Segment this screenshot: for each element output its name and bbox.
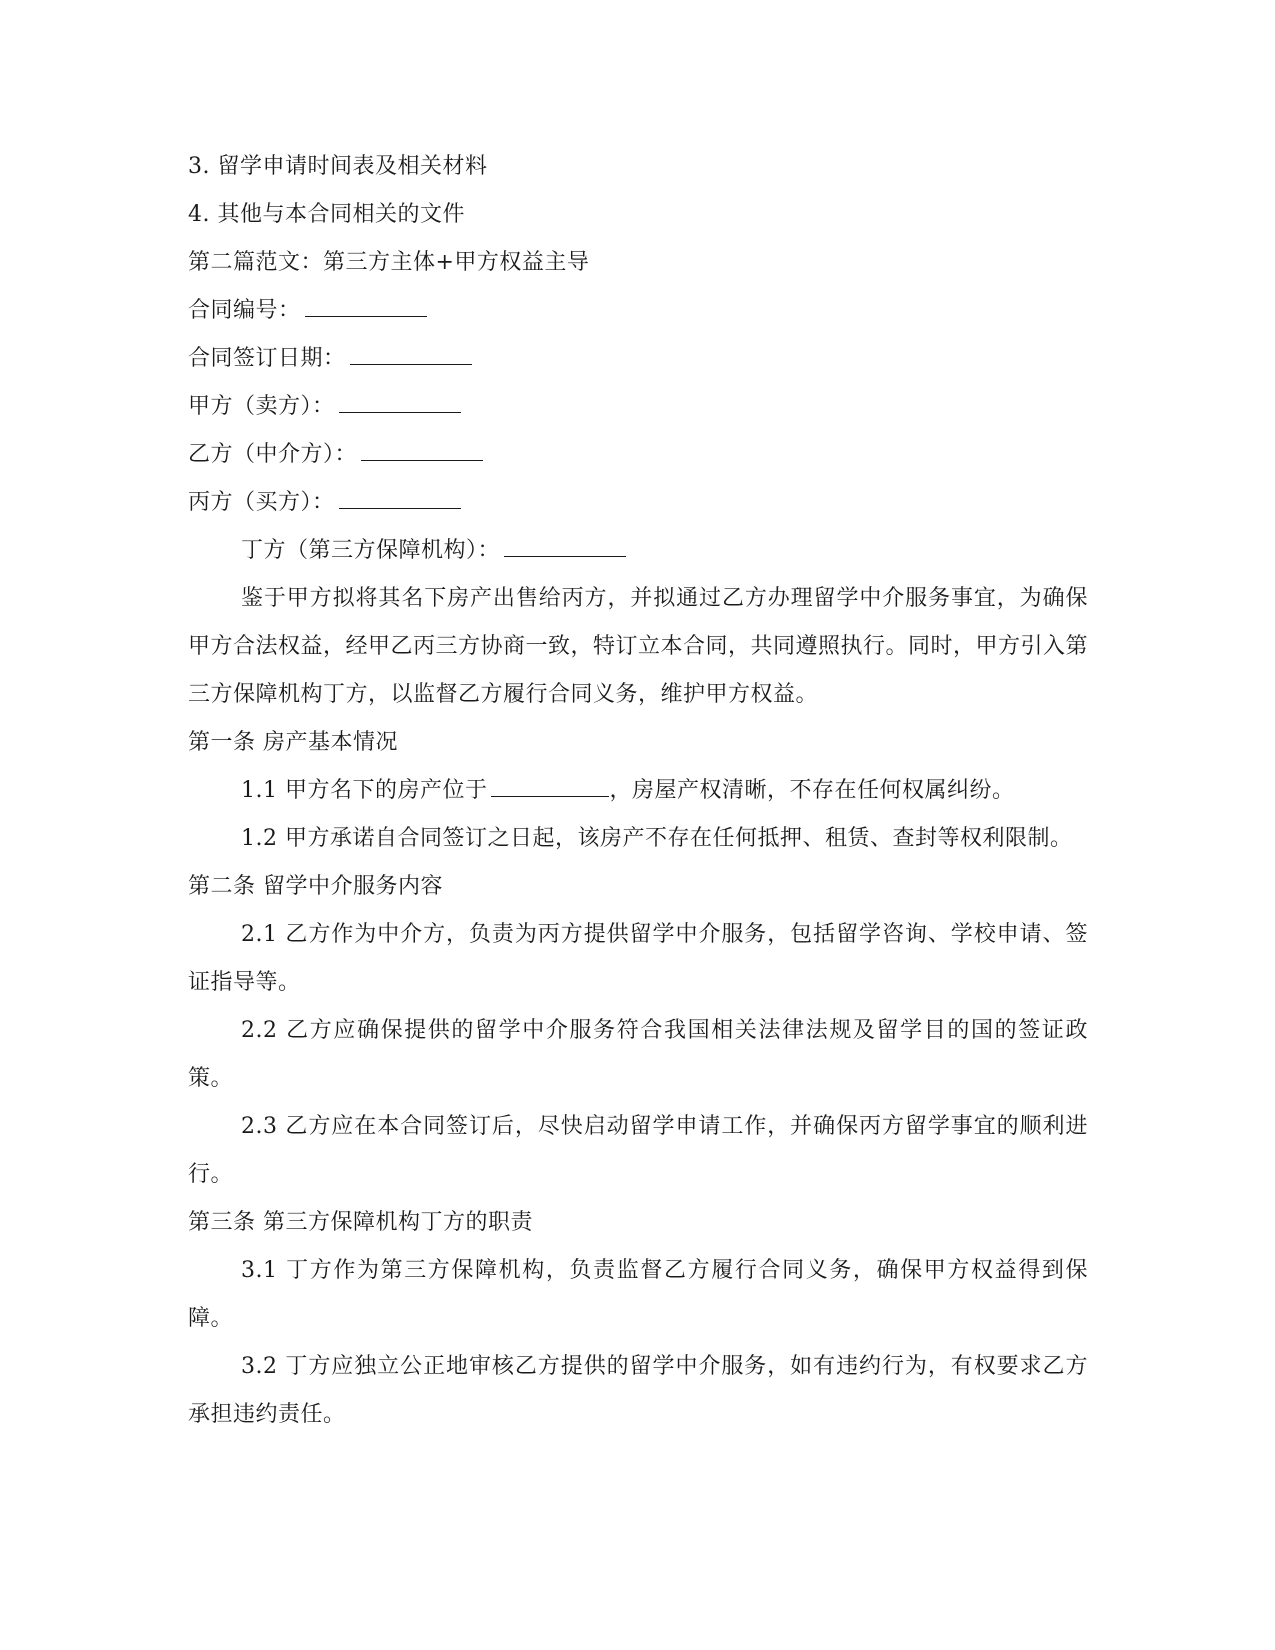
clause-1-1 (188, 767, 1088, 815)
document-body (188, 143, 1088, 1439)
party-d-field (188, 527, 1088, 575)
party-a-label: 甲方（卖方）： (188, 394, 335, 419)
party-b-field (188, 431, 1088, 479)
clause-2-2: 2.2 乙方应确保提供的留学中介服务符合我国相关法律法规及留学目的国的签证政策。 (188, 1018, 1088, 1091)
party-a-field (188, 383, 1088, 431)
attachment-item-4: 4. 其他与本合同相关的文件 (188, 202, 465, 227)
property-location-blank (491, 778, 609, 797)
clause-2-1: 2.1 乙方作为中介方，负责为丙方提供留学中介服务，包括留学咨询、学校申请、签证指导等。 (188, 922, 1088, 995)
party-d-label: 丁方（第三方保障机构）： (241, 538, 501, 563)
clause-3-2: 3.2 丁方应独立公正地审核乙方提供的留学中介服务，如有违约行为，有权要求乙方承担违约责任。 (188, 1354, 1088, 1427)
party-c-label: 丙方（买方）： (188, 490, 335, 515)
clause-1-2: 1.2 甲方承诺自合同签订之日起，该房产不存在任何抵押、租赁、查封等权利限制。 (241, 826, 1073, 851)
party-c-blank (339, 490, 461, 509)
contract-number-blank (305, 298, 427, 317)
party-d-blank (504, 538, 626, 557)
attachment-item-3: 3. 留学申请时间表及相关材料 (188, 154, 488, 179)
sign-date-label: 合同签订日期： (188, 346, 346, 371)
contract-number-field (188, 287, 1088, 335)
contract-number-label: 合同编号： (188, 298, 301, 323)
sign-date-field (188, 335, 1088, 383)
clause-2-3: 2.3 乙方应在本合同签订后，尽快启动留学申请工作，并确保丙方留学事宜的顺利进行。 (188, 1114, 1088, 1187)
clause-1-1-prefix: 1.1 甲方名下的房产位于 (241, 778, 488, 803)
clause-1-1-suffix: ，房屋产权清晰，不存在任何权属纠纷。 (609, 778, 1015, 803)
article-1-title: 第一条 房产基本情况 (188, 730, 398, 755)
party-c-field (188, 479, 1088, 527)
article-3-title: 第三条 第三方保障机构丁方的职责 (188, 1210, 533, 1235)
sign-date-blank (350, 346, 472, 365)
article-2-title: 第二条 留学中介服务内容 (188, 874, 443, 899)
party-b-label: 乙方（中介方）： (188, 442, 358, 467)
party-b-blank (361, 442, 483, 461)
party-a-blank (339, 394, 461, 413)
sample-title: 第二篇范文：第三方主体+甲方权益主导 (188, 250, 590, 275)
preamble-paragraph: 鉴于甲方拟将其名下房产出售给丙方，并拟通过乙方办理留学中介服务事宜，为确保甲方合法权益，经甲乙丙三方协商一致，特订立本合同，共同遵照执行。同时，甲方引入第三方保障机构丁方，以监督乙方履行合同义务，维护甲方权益。 (188, 586, 1089, 707)
clause-3-1: 3.1 丁方作为第三方保障机构，负责监督乙方履行合同义务，确保甲方权益得到保障。 (188, 1258, 1088, 1331)
